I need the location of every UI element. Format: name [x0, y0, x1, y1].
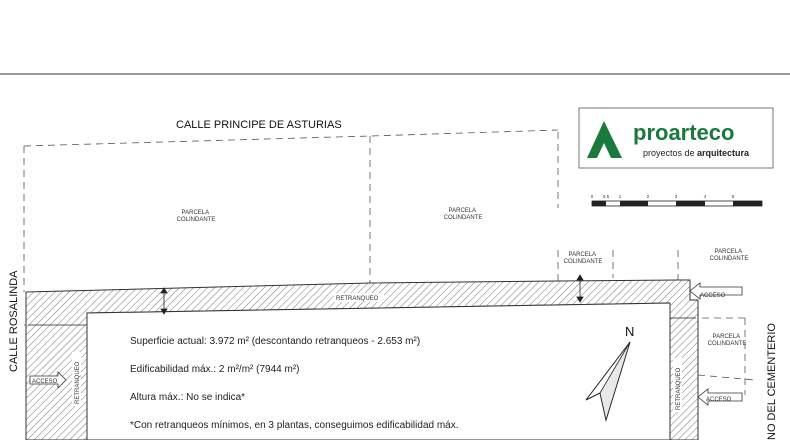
svg-text:0.5: 0.5 [602, 194, 610, 199]
street-left: CALLE ROSALINDA [8, 270, 20, 372]
note-setbacks: *Con retranqueos mínimos, en 3 plantas, conseguimos edificabilidad máx. [130, 420, 459, 431]
svg-text:5: 5 [731, 194, 735, 199]
svg-text:N: N [625, 324, 635, 339]
note-surface: Superficie actual: 3.972 m² (descontando retranqueos - 2.653 m²) [130, 336, 421, 347]
note-buildability: Edificabilidad máx.: 2 m²/m² (7944 m²) [130, 364, 300, 375]
svg-text:RETRANQUEO: RETRANQUEO [75, 361, 81, 404]
parcel-label-5: PARCELA COLINDANTE [707, 334, 747, 347]
access-arrow-right-top [690, 283, 742, 299]
access-arrow-right-bottom [698, 389, 742, 405]
retranqueo-label-top [334, 293, 384, 302]
parcel-label-3: PARCELA COLINDANTE [563, 252, 603, 265]
svg-text:1: 1 [618, 194, 622, 199]
proarteco-logo [579, 108, 773, 168]
svg-text:0: 0 [590, 194, 594, 199]
svg-text:3: 3 [674, 194, 678, 199]
svg-text:ACCESO: ACCESO [700, 293, 726, 299]
parcel-label-1: PARCELA COLINDANTE [176, 210, 216, 223]
note-height: Altura máx.: No se indica* [130, 392, 246, 403]
svg-text:RETRANQUEO: RETRANQUEO [336, 296, 379, 302]
svg-text:2: 2 [646, 194, 650, 199]
svg-text:proarteco: proarteco [633, 120, 735, 145]
svg-text:RETRANQUEO: RETRANQUEO [676, 367, 682, 410]
street-right: NO DEL CEMENTERIO [766, 323, 778, 440]
retranqueo-label-left [72, 352, 81, 406]
svg-text:proyectos de arquitectura: proyectos de arquitectura [643, 148, 750, 158]
svg-text:ACCESO: ACCESO [32, 379, 58, 385]
street-top: CALLE PRINCIPE DE ASTURIAS [176, 119, 342, 131]
parcel-label-4: PARCELA COLINDANTE [709, 249, 749, 262]
scale-bar [591, 194, 762, 206]
svg-text:4: 4 [703, 194, 707, 199]
retranqueo-label-right [673, 358, 682, 412]
svg-text:ACCESO: ACCESO [706, 397, 732, 403]
parcel-label-2: PARCELA COLINDANTE [443, 208, 483, 221]
